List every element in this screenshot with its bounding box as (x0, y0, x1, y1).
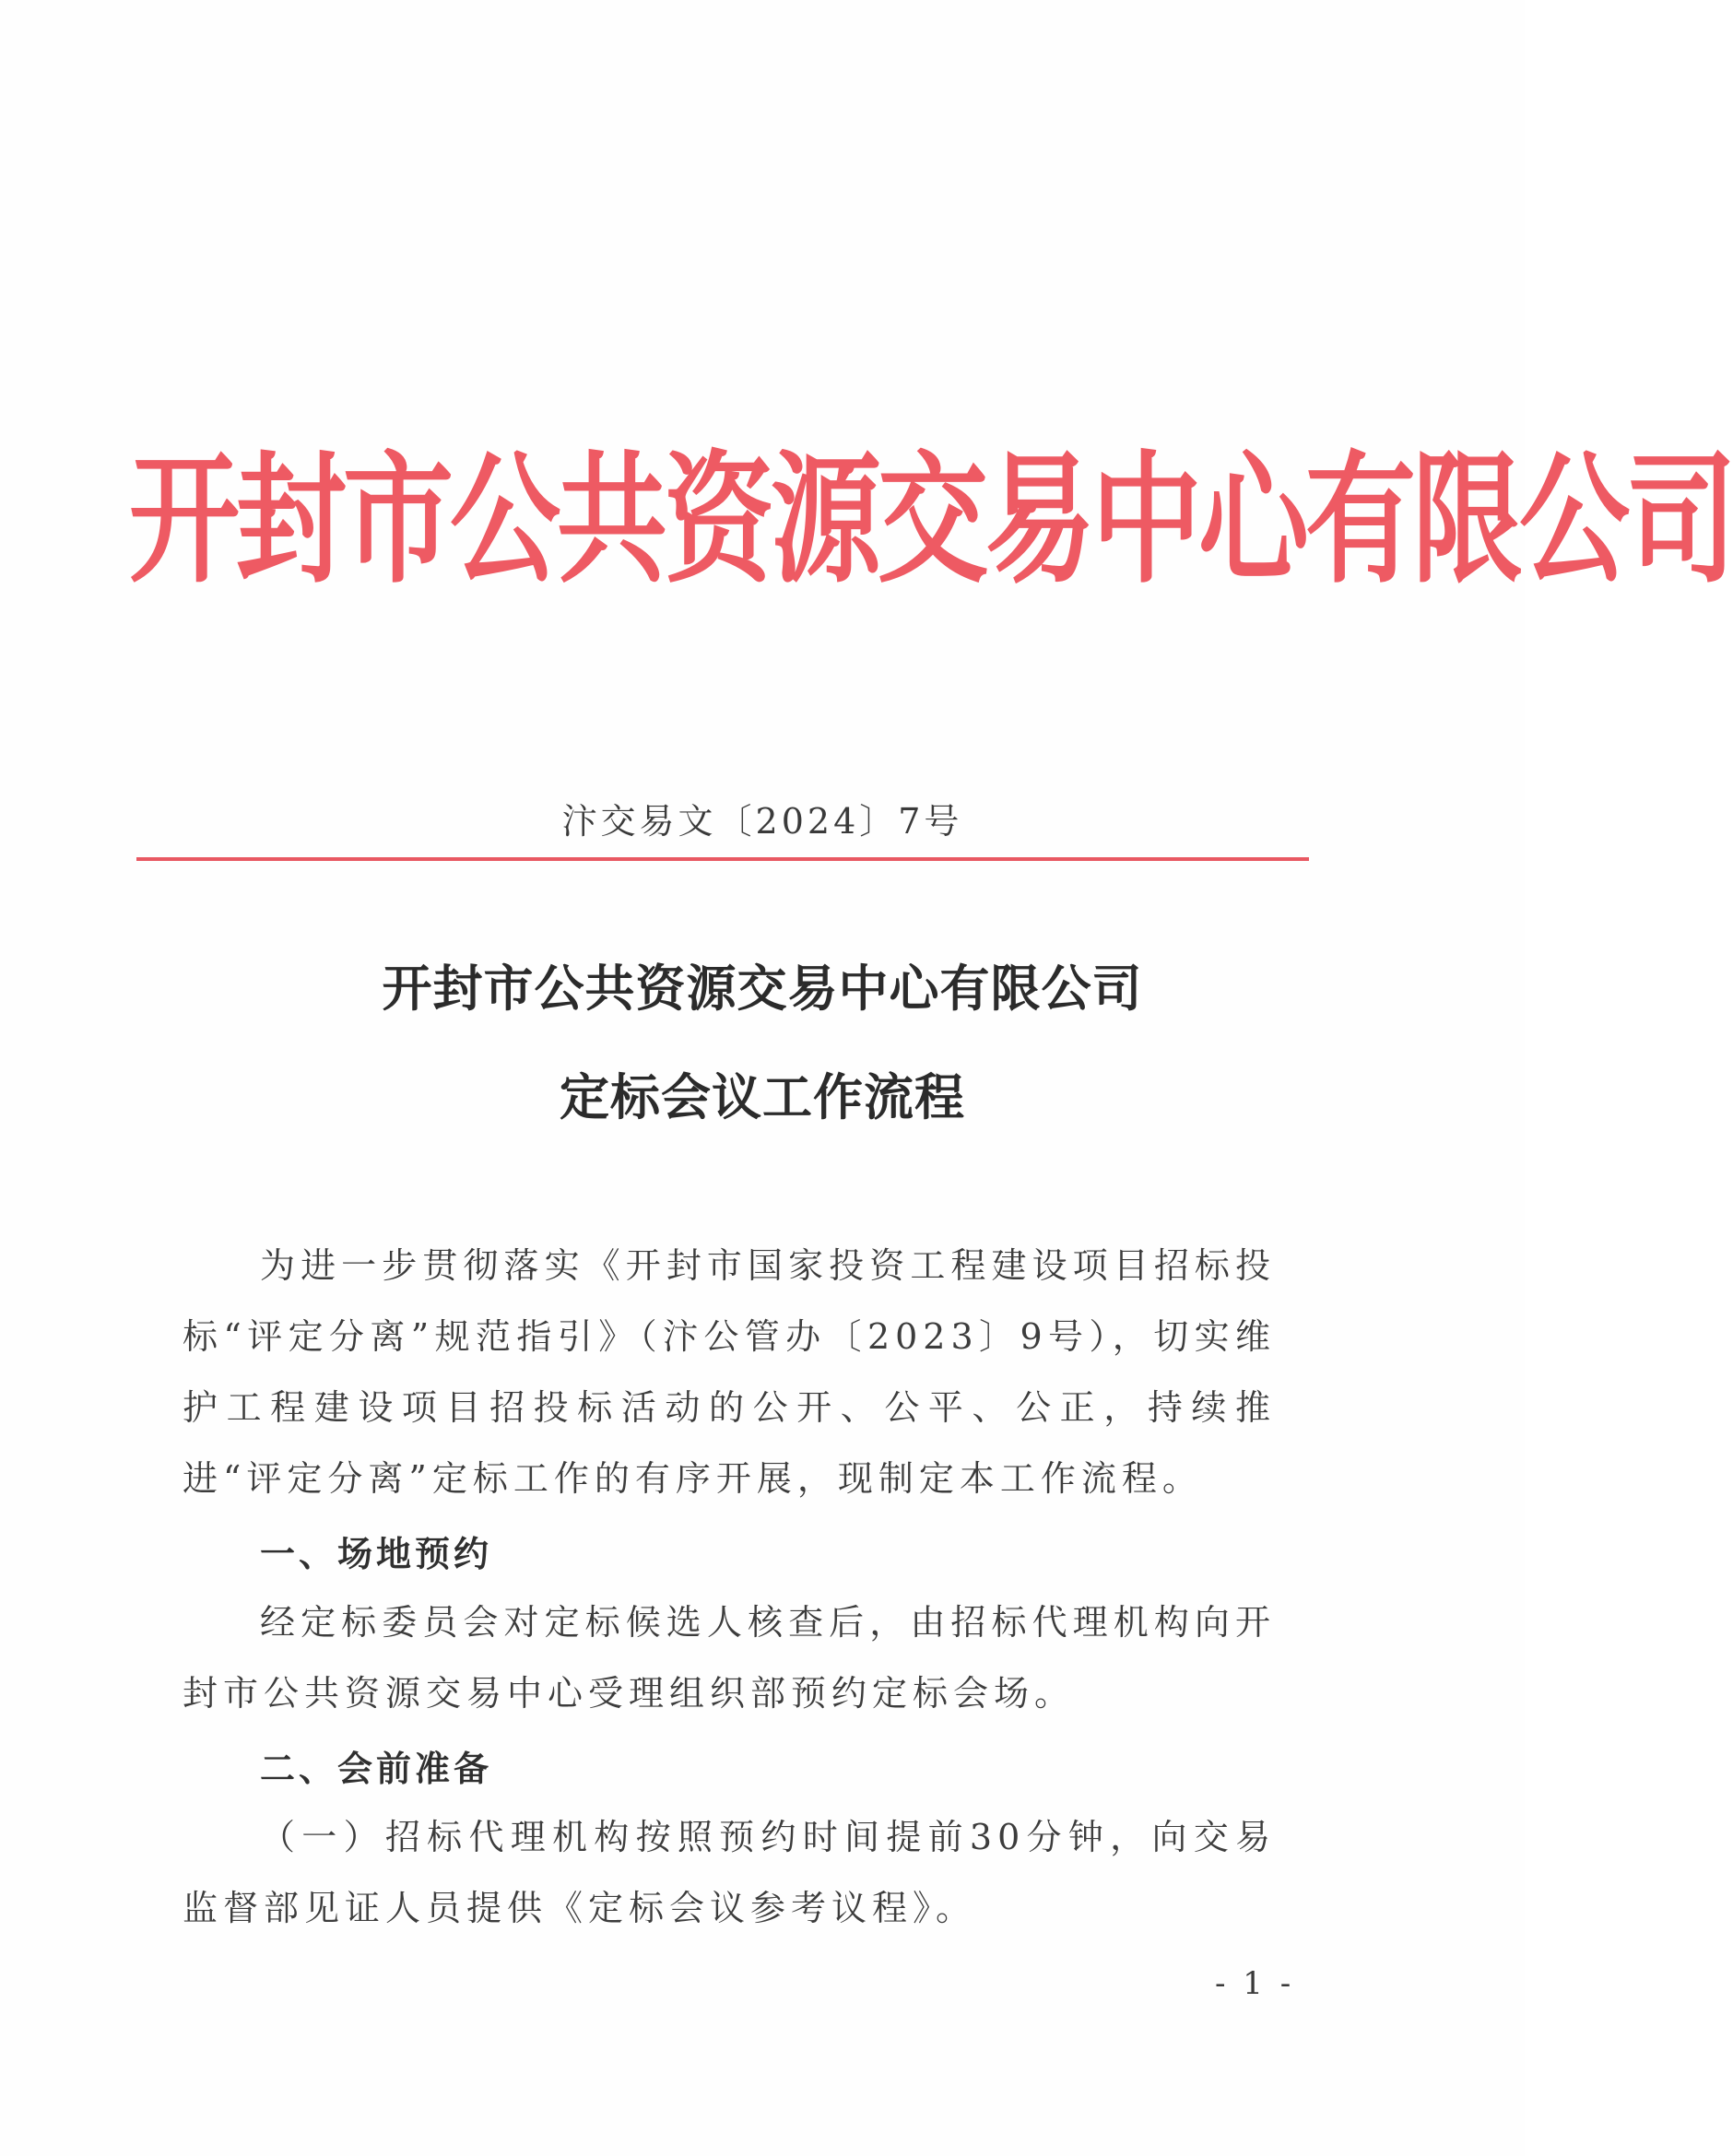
section1-heading: 一、场地预约 (260, 1534, 493, 1574)
page-number: - 1 - (1215, 1965, 1295, 2002)
document-title-line1: 开封市公共资源交易中心有限公司 (382, 960, 1143, 1018)
section2-heading: 二、会前准备 (260, 1749, 493, 1789)
intro-paragraph: 为进一步贯彻落实《开封市国家投资工程建设项目招标投标“评定分离”规范指引》（汴公管办〔2023〕9号），切实维护工程建设项目招投标活动的公开、公平、公正，持续推进“评定分离”定标工作的有序开展，现制定本工作流程。 (183, 1245, 1276, 1499)
red-header-org-name: 开封市公共资源交易中心有限公司 (129, 439, 1733, 604)
red-divider-line (136, 857, 1309, 861)
section1-paragraph: 经定标委员会对定标候选人核查后，由招标代理机构向开封市公共资源交易中心受理组织部预约定标会场。 (183, 1602, 1276, 1714)
document-number: 汴交易文〔2024〕7号 (561, 801, 963, 842)
section2-item1-paragraph: （一）招标代理机构按照预约时间提前30分钟，向交易监督部见证人员提供《定标会议参考议程》。 (183, 1817, 1276, 1928)
document-title-line2: 定标会议工作流程 (560, 1068, 965, 1126)
